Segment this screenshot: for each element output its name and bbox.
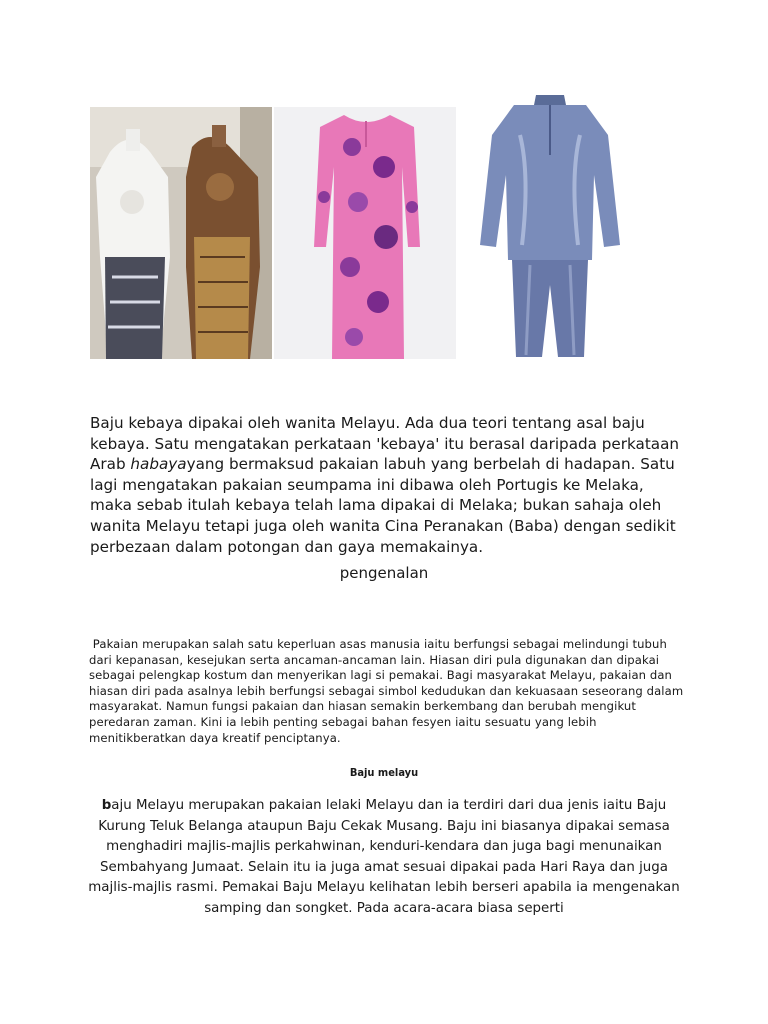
kebaya-photo-icon [90, 107, 272, 359]
kebaya-paragraph [90, 413, 690, 557]
pengenalan-body: Pakaian merupakan salah satu keperluan asas manusia iaitu berfungsi sebagai melindungi tubuh dari kepanasan, kesejukan serta ancaman-ancaman lain. Hiasan diri pula digunakan dan dipakai sebagai pelengkap kostum dan menyerikan lagi si pemakai. Bagi masyarakat Melayu, pakaian dan hiasan diri pada asalnya lebih berfungsi sebagai simbol kedudukan dan kekuasaan seseorang dalam masyarakat. Namun fungsi pakaian dan hiasan semakin berkembang dan berubah mengikut peredaran zaman. Kini ia lebih penting sebagai bahan fesyen iaitu sesuatu yang lebih menitikberatkan daya kreatif penciptanya. [89, 637, 684, 745]
kebaya-text-end: yang bermaksud pakaian labuh yang berbelah di hadapan. Satu lagi mengatakan pakaian seumpama ini dibawa oleh Portugis ke Melaka, maka sebab itulah kebaya telah lama dipakai di Melaka; bukan sahaja oleh wanita Melayu tetapi juga oleh wanita Cina Peranakan (Baba) dengan sedikit perbezaan dalam potongan dan gaya memakainya. [90, 455, 676, 556]
baju-melayu-body: aju Melayu merupakan pakaian lelaki Melayu dan ia terdiri dari dua jenis iaitu Baju Kurung Teluk Belanga ataupun Baju Cekak Musang. Baju ini biasanya dipakai semasa menghadiri majlis-majlis perkahwinan, kenduri-kendara dan juga bagi menunaikan Sembahyang Jumaat. Selain itu ia juga amat sesuai dipakai pada Hari Raya dan juga majlis-majlis rasmi. Pemakai Baju Melayu kelihatan lebih berseri apabila ia mengenakan samping dan songket. Pada acara-acara biasa seperti [88, 798, 680, 916]
baju-melayu-first-letter: b [101, 798, 112, 813]
photo-pink-floral-baju-kurung [274, 107, 456, 359]
kebaya-italic-word: habaya [130, 455, 187, 474]
baju-melayu-paragraph [82, 796, 686, 920]
photo-kebaya-white-brown [90, 107, 272, 359]
pengenalan-paragraph [89, 637, 689, 746]
baju-melayu-photo-icon [470, 95, 630, 360]
kebaya-text-start: Baju kebaya dipakai oleh wanita Melayu. Ada dua teori tentang asal baju kebaya. Satu mengatakan perkataan 'kebaya' itu berasal daripada perkataan Arab [90, 414, 680, 474]
baju-kurung-photo-icon [274, 107, 456, 359]
baju-melayu-heading: Baju melayu [349, 766, 419, 779]
photo-blue-baju-melayu [470, 95, 630, 360]
pengenalan-heading: pengenalan [339, 564, 429, 582]
